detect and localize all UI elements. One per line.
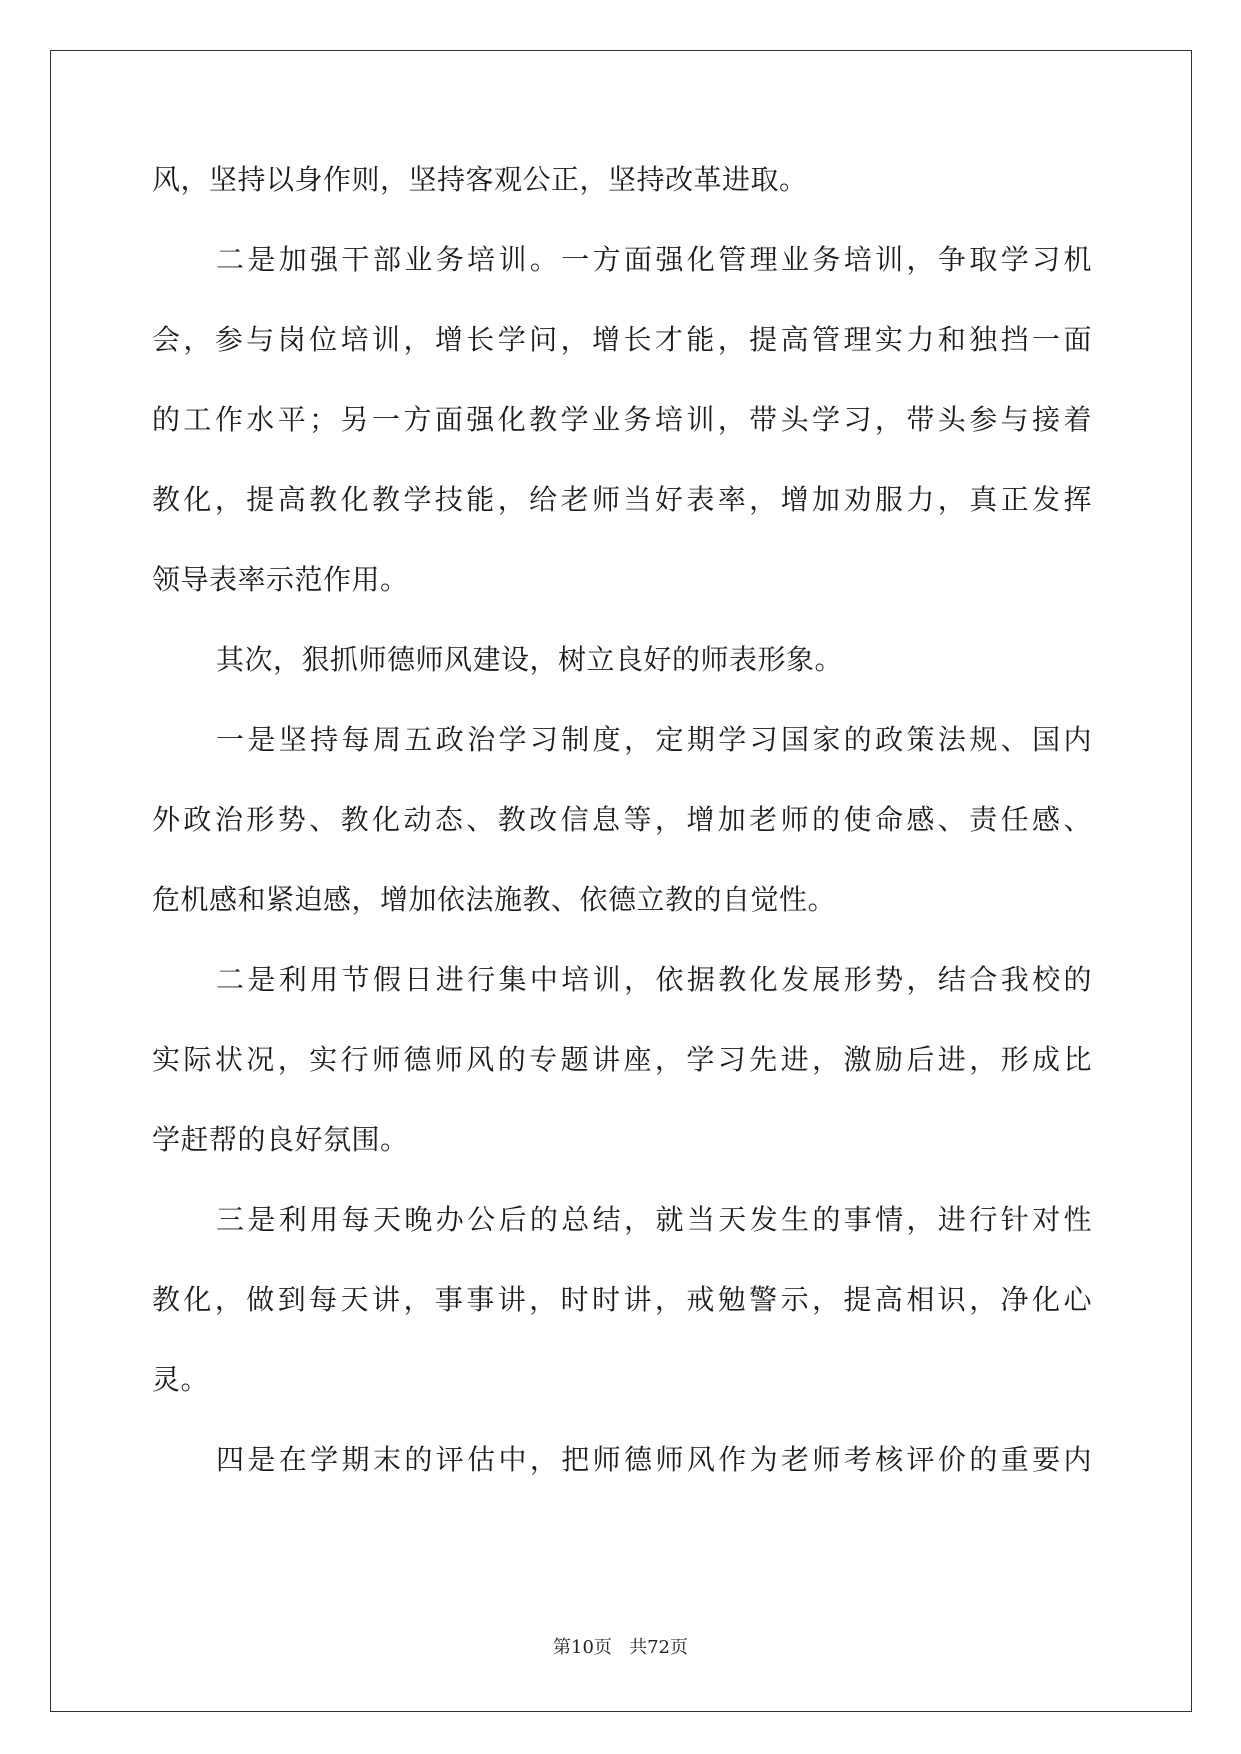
text-line: 危机感和紧迫感，增加依法施教、依德立教的自觉性。 bbox=[152, 883, 837, 916]
text-line: 外政治形势、教化动态、教改信息等，增加老师的使命感、责任感、 bbox=[152, 803, 1092, 836]
text-line: 会，参与岗位培训，增长学问，增长才能，提高管理实力和独挡一面 bbox=[152, 323, 1092, 356]
page-footer bbox=[0, 1633, 1241, 1659]
paragraph-first-line: 一是坚持每周五政治学习制度，定期学习国家的政策法规、国内 bbox=[216, 723, 1092, 756]
paragraph-first-line: 三是利用每天晚办公后的总结，就当天发生的事情，进行针对性 bbox=[216, 1203, 1092, 1236]
paragraph-first-line: 二是利用节假日进行集中培训，依据教化发展形势，结合我校的 bbox=[216, 963, 1092, 996]
text-line: 教化，提高教化教学技能，给老师当好表率，增加劝服力，真正发挥 bbox=[152, 483, 1092, 516]
text-line: 学赶帮的良好氛围。 bbox=[152, 1123, 409, 1156]
paragraph-first-line: 二是加强干部业务培训。一方面强化管理业务培训，争取学习机 bbox=[216, 243, 1092, 276]
text-line: 领导表率示范作用。 bbox=[152, 563, 409, 596]
text-line: 教化，做到每天讲，事事讲，时时讲，戒勉警示，提高相识，净化心 bbox=[152, 1283, 1092, 1316]
text-line: 的工作水平；另一方面强化教学业务培训，带头学习，带头参与接着 bbox=[152, 403, 1092, 436]
footer-spacer bbox=[612, 1637, 629, 1658]
text-line: 实际状况，实行师德师风的专题讲座，学习先进，激励后进，形成比 bbox=[152, 1043, 1092, 1076]
page-number: 第10页 bbox=[553, 1637, 612, 1658]
paragraph-first-line: 其次，狠抓师德师风建设，树立良好的师表形象。 bbox=[216, 643, 844, 676]
page-total: 共72页 bbox=[629, 1637, 688, 1658]
text-line: 灵。 bbox=[152, 1363, 210, 1396]
paragraph-first-line: 四是在学期末的评估中，把师德师风作为老师考核评价的重要内 bbox=[216, 1443, 1092, 1476]
text-line: 风，坚持以身作则，坚持客观公正，坚持改革进取。 bbox=[152, 163, 808, 196]
